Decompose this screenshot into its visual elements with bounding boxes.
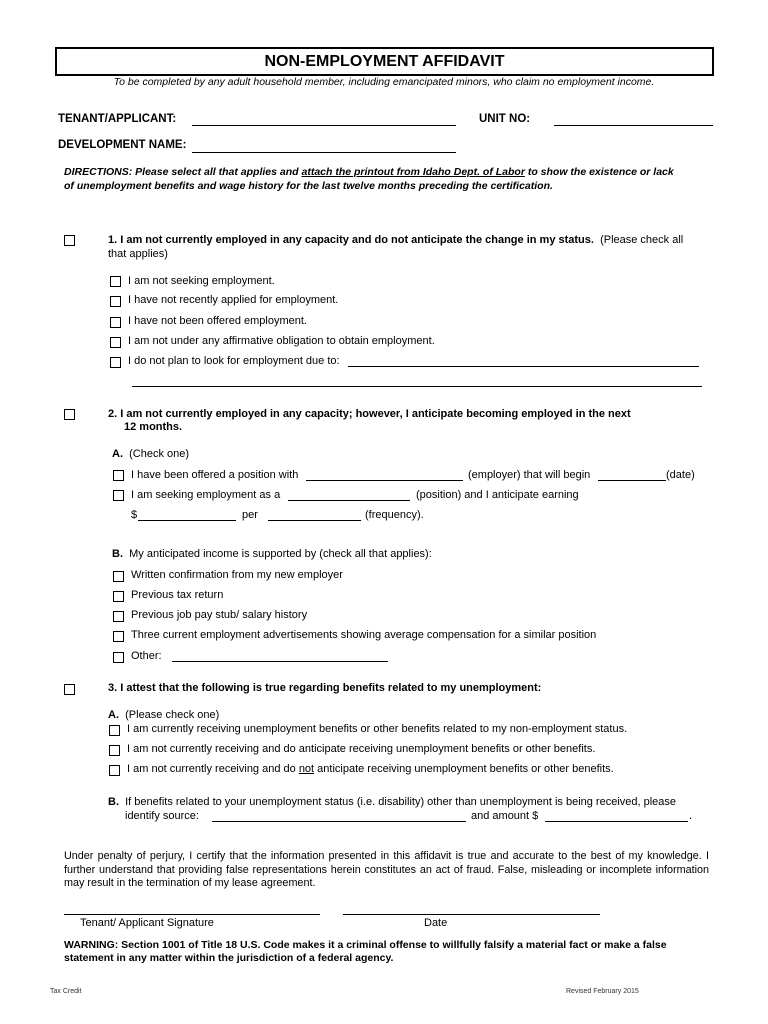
s3-amount-field[interactable]: [545, 821, 688, 822]
s3-a-heading: A. (Please check one): [108, 709, 220, 721]
s2-amount-field[interactable]: [138, 520, 236, 521]
s2-a-heading: A. (Check one): [112, 448, 190, 460]
form-subtitle: To be completed by any adult household member, including emancipated minors, who claim no employment income.: [113, 76, 655, 88]
s1-item2-label: I have not recently applied for employment.: [128, 294, 339, 306]
s2-b-item1-checkbox[interactable]: [113, 571, 124, 582]
s2-frequency-field[interactable]: [268, 520, 361, 521]
section1-checkbox[interactable]: [64, 235, 75, 246]
s2-per-label: per: [242, 509, 258, 521]
s3-item2-label: I am not currently receiving and do anticipate receiving unemployment benefits or other benefits.: [127, 743, 596, 755]
s1-item1-label: I am not seeking employment.: [128, 275, 275, 287]
s2-b-item2-label: Previous tax return: [131, 589, 224, 601]
date-field[interactable]: [343, 914, 600, 915]
s3-item3-label: I am not currently receiving and do not anticipate receiving unemployment benefits or other benefits.: [127, 763, 614, 775]
section1-heading: 1. I am not currently employed in any capacity and do not anticipate the change in my status. (Please check all: [108, 234, 684, 246]
s2-seeking-mid: (position) and I anticipate earning: [416, 489, 579, 501]
s2-b-item4-label: Three current employment advertisements showing average compensation for a similar position: [131, 629, 597, 641]
form-title: NON-EMPLOYMENT AFFIDAVIT: [55, 47, 714, 76]
s1-item5-checkbox[interactable]: [110, 357, 121, 368]
section3-checkbox[interactable]: [64, 684, 75, 695]
s3-amount-label: and amount $: [471, 810, 539, 822]
s2-b-item1-label: Written confirmation from my new employer: [131, 569, 343, 581]
footer-revision-note: Revised February 2015: [566, 988, 639, 995]
s2-b-item3-checkbox[interactable]: [113, 611, 124, 622]
section3-heading: 3. I attest that the following is true regarding benefits related to my unemployment:: [108, 682, 542, 694]
s2-b-item2-checkbox[interactable]: [113, 591, 124, 602]
s1-item5-label: I do not plan to look for employment due to:: [128, 355, 340, 367]
s2-b-item4-checkbox[interactable]: [113, 631, 124, 642]
s3-period: .: [689, 810, 693, 822]
s1-reason-field-2[interactable]: [132, 386, 702, 387]
s2-frequency-label: (frequency).: [365, 509, 424, 521]
directions: DIRECTIONS: Please select all that applies and attach the printout from Idaho Dept. of Labor to show the existence or lack of unemployment benefits and wage history for the last twelve months preceding the certification.: [64, 166, 674, 192]
section1-heading-note: that applies): [108, 248, 168, 260]
s2-offer-mid: (employer) that will begin: [468, 469, 591, 481]
s2-employer-field[interactable]: [306, 480, 463, 481]
s2-offer-text: I have been offered a position with: [131, 469, 299, 481]
development-label: DEVELOPMENT NAME:: [58, 139, 187, 151]
s3-item2-checkbox[interactable]: [109, 745, 120, 756]
s1-reason-field[interactable]: [348, 366, 699, 367]
s2-seeking-checkbox[interactable]: [113, 490, 124, 501]
s3-b-heading: B. If benefits related to your unemployment status (i.e. disability) other than unemployment is being received, please: [108, 796, 677, 808]
s1-item4-checkbox[interactable]: [110, 337, 121, 348]
unit-label: UNIT NO:: [479, 113, 531, 125]
development-field[interactable]: [192, 152, 456, 153]
s2-seeking-text: I am seeking employment as a: [131, 489, 281, 501]
section2-checkbox[interactable]: [64, 409, 75, 420]
s1-item4-label: I am not under any affirmative obligation to obtain employment.: [128, 335, 435, 347]
signature-field[interactable]: [64, 914, 320, 915]
warning-statement: WARNING: Section 1001 of Title 18 U.S. Code makes it a criminal offense to willfully falsify a material fact or make a false statement in any matter within the jurisdiction of a federal agency.: [64, 939, 667, 964]
s1-item3-checkbox[interactable]: [110, 317, 121, 328]
s1-item3-label: I have not been offered employment.: [128, 315, 307, 327]
directions-link: attach the printout from Idaho Dept. of Labor: [301, 166, 525, 178]
unit-field[interactable]: [554, 125, 713, 126]
signature-label: Tenant/ Applicant Signature: [80, 917, 214, 929]
s2-b-item3-label: Previous job pay stub/ salary history: [131, 609, 308, 621]
s1-item2-checkbox[interactable]: [110, 296, 121, 307]
s2-b-item5-label: Other:: [131, 650, 162, 662]
penalty-statement: Under penalty of perjury, I certify that the information presented in this affidavit is true and accurate to the best of my knowledge. I further understand that providing false representations herein constitutes an act of fraud. False, misleading or incomplete information may result in the termination of my lease agreement.: [64, 850, 709, 889]
s3-source-field[interactable]: [212, 821, 466, 822]
s2-dollar-sign: $: [131, 509, 138, 521]
s2-date-field[interactable]: [598, 480, 666, 481]
section2-heading: 2. I am not currently employed in any capacity; however, I anticipate becoming employed in the next: [108, 408, 631, 420]
s3-b-source-label: identify source:: [125, 810, 199, 822]
tenant-field[interactable]: [192, 125, 456, 126]
s3-item3-checkbox[interactable]: [109, 765, 120, 776]
section2-heading-2: 12 months.: [124, 421, 183, 433]
s2-position-field[interactable]: [288, 500, 410, 501]
s2-offer-end: (date): [666, 469, 695, 481]
footer-left-note: Tax Credit: [50, 988, 82, 995]
date-label: Date: [424, 917, 448, 929]
s2-offer-checkbox[interactable]: [113, 470, 124, 481]
s1-item1-checkbox[interactable]: [110, 276, 121, 287]
tenant-label: TENANT/APPLICANT:: [58, 113, 177, 125]
s3-item1-checkbox[interactable]: [109, 725, 120, 736]
s2-b-heading: B. My anticipated income is supported by (check all that applies):: [112, 548, 432, 560]
s3-item1-label: I am currently receiving unemployment benefits or other benefits related to my non-employment status.: [127, 723, 628, 735]
s2-other-field[interactable]: [172, 661, 388, 662]
s2-b-item5-checkbox[interactable]: [113, 652, 124, 663]
